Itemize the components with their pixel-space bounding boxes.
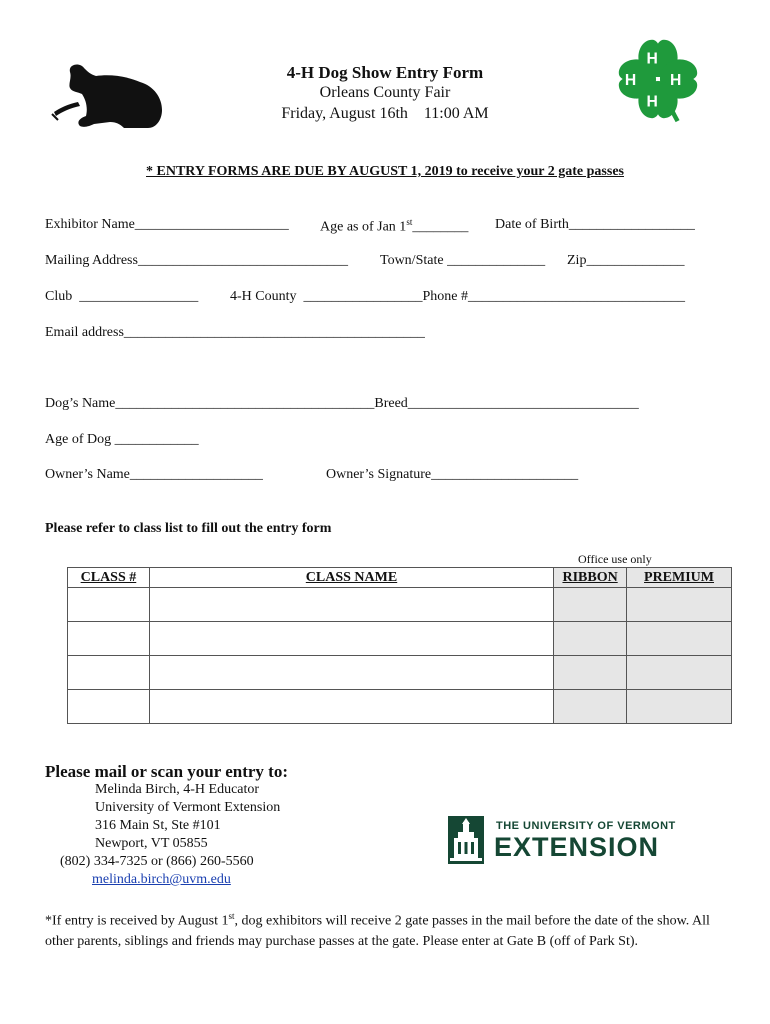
svg-text:H: H: [669, 71, 682, 89]
premium-cell: [627, 622, 732, 656]
class-number-cell[interactable]: [68, 588, 150, 622]
table-header-row: [68, 568, 732, 588]
class-name-cell[interactable]: [149, 656, 553, 690]
mailing-address-field[interactable]: Mailing Address______________________________: [45, 253, 348, 268]
class-name-cell[interactable]: [149, 690, 553, 724]
class-number-cell[interactable]: [68, 622, 150, 656]
dog-name-breed-field[interactable]: Dog’s Name_____________________________________Breed_________________________________: [45, 396, 639, 411]
header-premium: PREMIUM: [627, 568, 732, 588]
ribbon-cell: [554, 690, 627, 724]
svg-text:H: H: [646, 93, 658, 111]
gate-pass-footnote: [45, 906, 725, 952]
due-date-notice: * ENTRY FORMS ARE DUE BY AUGUST 1, 2019 to receive your 2 gate passes: [146, 164, 624, 179]
table-row: [68, 588, 732, 622]
event-name: Orleans County Fair: [319, 84, 451, 101]
premium-cell: [627, 656, 732, 690]
page-title: 4-H Dog Show Entry Form: [286, 63, 484, 82]
class-number-cell[interactable]: [68, 690, 150, 724]
mail-title: Please mail or scan your entry to:: [45, 762, 288, 781]
contact-org: University of Vermont Extension: [95, 800, 281, 815]
premium-cell: [627, 588, 732, 622]
uvm-extension-logo: [448, 816, 683, 866]
header-class-name: CLASS NAME: [149, 568, 553, 588]
owner-signature-field[interactable]: Owner’s Signature_____________________: [326, 467, 579, 482]
class-name-cell[interactable]: [149, 588, 553, 622]
age-field[interactable]: [320, 217, 468, 236]
contact-city: Newport, VT 05855: [95, 836, 208, 851]
email-field[interactable]: Email address___________________________________________: [45, 325, 425, 340]
premium-cell: [627, 690, 732, 724]
footnote-text-start: *If entry is received by August 1: [45, 913, 229, 929]
class-table: [67, 567, 732, 724]
table-row: [68, 690, 732, 724]
class-number-cell[interactable]: [68, 656, 150, 690]
uvm-logo-line1: THE UNIVERSITY OF VERMONT: [496, 820, 676, 832]
footnote-text-end: , dog exhibitors will receive 2 gate passes in the mail before the date of the show. All other parents, siblings and friends may purchase passes at the gate. Please enter at Gate B (off of Park St).: [45, 913, 710, 949]
contact-street: 316 Main St, Ste #101: [95, 818, 221, 833]
table-row: [68, 622, 732, 656]
class-name-cell[interactable]: [149, 622, 553, 656]
table-row: [68, 656, 732, 690]
owner-name-field[interactable]: Owner’s Name___________________: [45, 467, 263, 482]
exhibitor-name-field[interactable]: Exhibitor Name______________________: [45, 217, 289, 232]
contact-email-link[interactable]: melinda.birch@uvm.edu: [92, 872, 231, 887]
club-field[interactable]: Club _________________: [45, 289, 199, 304]
zip-field[interactable]: Zip______________: [567, 253, 685, 268]
office-use-label: Office use only: [578, 552, 652, 566]
header-class-number: CLASS #: [68, 568, 150, 588]
ribbon-cell: [554, 588, 627, 622]
county-phone-field[interactable]: 4-H County _________________Phone #_______________________________: [230, 289, 685, 304]
date-of-birth-field[interactable]: Date of Birth__________________: [495, 217, 695, 232]
header-ribbon: RIBBON: [554, 568, 627, 588]
contact-phone: (802) 334-7325 or (866) 260-5560: [60, 854, 254, 869]
age-of-dog-field[interactable]: Age of Dog ____________: [45, 432, 199, 447]
event-date-time: Friday, August 16th 11:00 AM: [281, 105, 489, 122]
ribbon-cell: [554, 656, 627, 690]
footnote-sup: st: [228, 911, 235, 921]
uvm-logo-line2: EXTENSION: [494, 832, 660, 862]
class-instructions: Please refer to class list to fill out the entry form: [45, 521, 332, 536]
contact-name: Melinda Birch, 4-H Educator: [95, 782, 260, 797]
age-label: Age as of Jan 1: [320, 219, 407, 235]
svg-text:H: H: [646, 50, 658, 68]
age-blank: ________: [412, 219, 469, 235]
ribbon-cell: [554, 622, 627, 656]
svg-text:H: H: [624, 71, 637, 89]
age-label-sup: st: [406, 217, 413, 227]
uvm-building-icon: [448, 816, 484, 864]
town-state-field[interactable]: Town/State ______________: [380, 253, 546, 268]
